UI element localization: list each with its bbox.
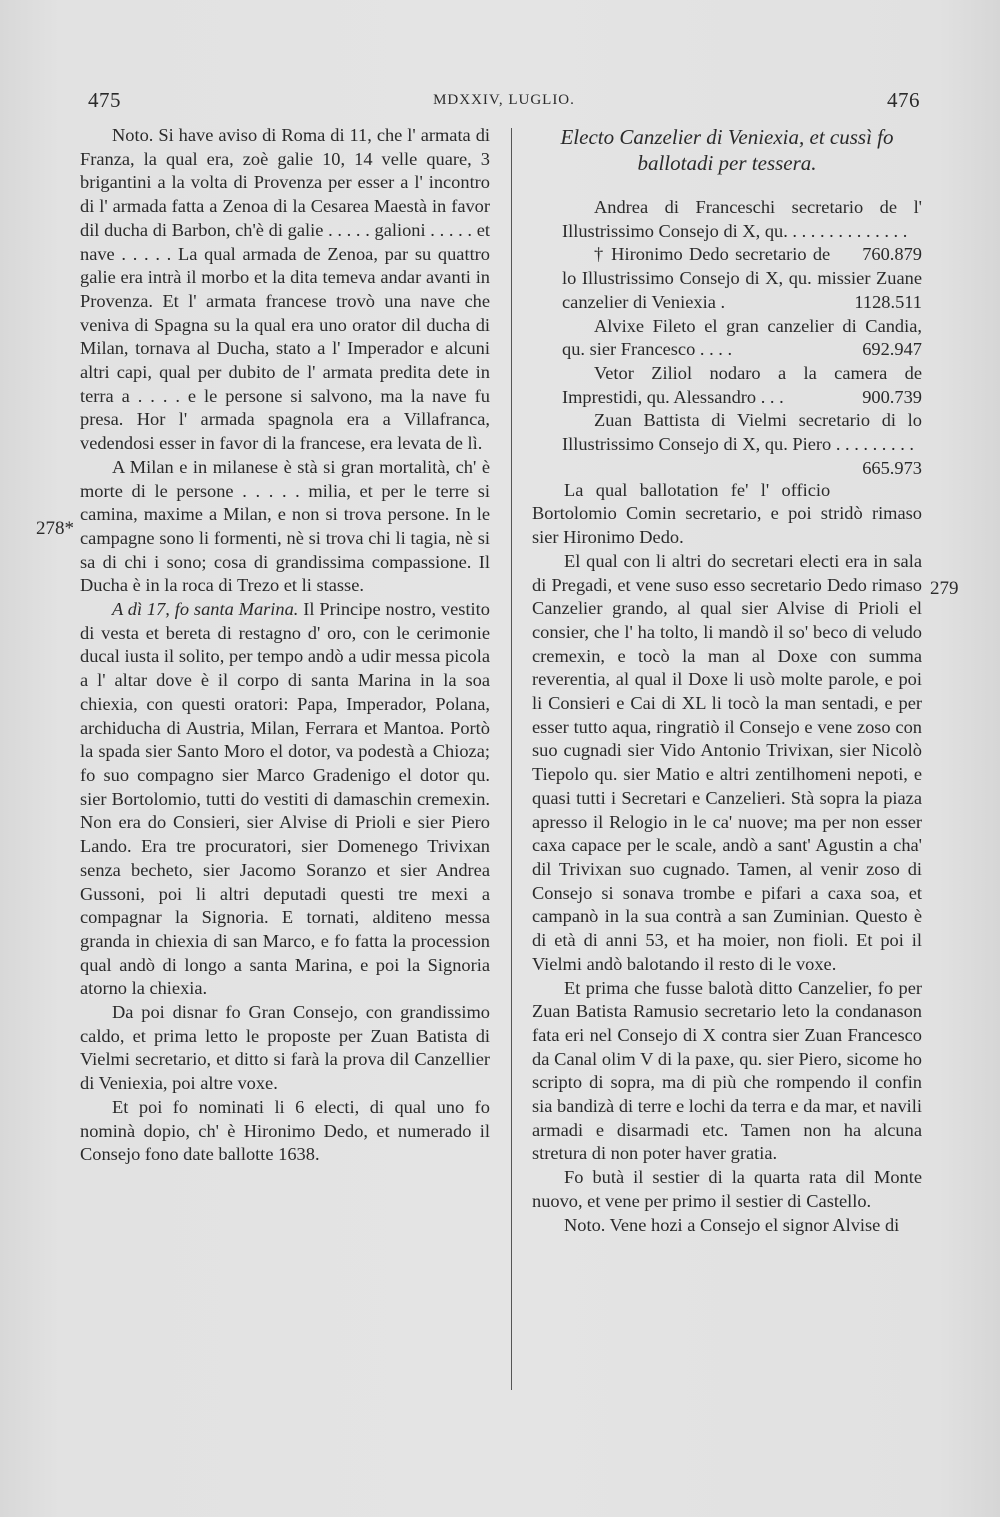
ballot-entry-text: Zuan Battista di Vielmi secretario di lo Illustrissimo Consejo di X, qu. Piero . . . . . . . . . bbox=[562, 410, 922, 455]
ballot-entry-value: 1128.511 bbox=[854, 291, 922, 312]
right-page-number: 476 bbox=[887, 88, 920, 112]
ballot-entry bbox=[532, 243, 922, 314]
ballot-entry bbox=[532, 409, 922, 478]
paragraph: Da poi disnar fo Gran Consejo, con grandissimo caldo, et prima letto le proposte per Zuan Batista di Vielmi secretario, et ditto si farà la prova dil Canzellier di Veniexia, poi altre voxe. bbox=[80, 1002, 490, 1094]
paragraph: A Milan e in milanese è stà si gran mortalità, ch' è morte di le persone . . . . . milia, et per le terre si camina, maxime a Milan, e non si trova persone. In le campagne sono li formenti, nè si trova chi li tagia, nè si sa di chi i sono; cosa di grandissima compassione. Il Ducha è in la roca di Trezo et li stasse. bbox=[80, 456, 490, 596]
left-column bbox=[80, 124, 490, 1167]
running-header bbox=[88, 88, 920, 118]
ballot-entry-value: 692.947 bbox=[862, 339, 922, 360]
ballot-entry bbox=[532, 196, 922, 265]
paragraph: Et poi fo nominati li 6 electi, di qual uno fo nominà dopio, ch' è Hironimo Dedo, et numerado il Consejo fono date ballotte 1638. bbox=[80, 1096, 490, 1165]
paragraph: La qual ballotation fe' l' officio Bortolomio Comin secretario, e poi stridò rimaso sier Hironimo Dedo. bbox=[532, 479, 922, 548]
ballot-entry bbox=[532, 362, 922, 409]
ballot-entry-text: Vetor Ziliol nodaro a la camera de Imprestidi, qu. Alessandro . . . bbox=[562, 362, 922, 407]
paragraph: El qual con li altri do secretari electi era in sala di Pregadi, et vene suso esso secretario Dedo rimaso Canzelier grando, al qual sier Alvise di Prioli el consier, che l' ha tolto, li mandò il so' beco di veludo cremexin, e tocò la man al Doxe con summa reverentia, al qual il Doxe li usò molte parole, e poi li Consieri e Cai di XL li tocò la man sentadi, e per esser tutto aqua, ringratiò il Consejo e vene zoso con suo cugnadi sier Vido Antonio Trivixan, sier Nicolò Tiepolo qu. sier Matio e altri zentilhomeni nepoti, e quasi tutti i Secretari e Canzelieri. Stà sopra la piaza apresso il Relogio in le ca' nuove; ma per non esser caxa capace per le scale, andò a sant' Agustin a cha' dil Trivixan suo cugnado. Tamen, al venir zoso di Consejo si sonava trombe e pifari a caxa soa, et campanò in la sua contrà a san Zuminian. Questo è di età di anni 53, et ha moier, non fioli. Et poi il Vielmi andò balotando il resto di le voxe. bbox=[532, 550, 922, 974]
paragraph-body: Il Principe nostro, vestito di vesta et bereta di restagno d' oro, con le cerimonie ducal iusta il solito, per tempo andò a udir messa picola a l' altar dove è il corpo di santa Marina in la soa chiexia, con questi oratori: Papa, Imperador, Polana, archiducha di Austria, Milan, Ferrara et Mantoa. Portò la spada sier Santo Moro el dotor, va podestà a Chioza; fo suo compagno sier Marco Gradenigo el dotor qu. sier Bortolomio, tutti do vestiti di damaschin cremexin. Non era do Consieri, sier Alvise di Prioli e sier Piero Lando. Era tre procuratori, sier Domenego Trivixan senza becheto, sier Jacomo Soranzo et sier Andrea Gussoni, poi li altri deputadi questi tre mexi a compagnar la Signoria. E tornati, alditeno messa granda in chiexia di san Marco, e fo fatta la procession qual andò di longo a santa Marina, e poi la Signoria atorno la chiexia. bbox=[80, 599, 490, 999]
column-divider bbox=[511, 128, 512, 1390]
right-column bbox=[532, 124, 922, 1237]
margin-number-right: 279 bbox=[930, 578, 959, 599]
ballot-entry-text: Alvixe Fileto el gran canzelier di Candia, qu. sier Francesco . . . . bbox=[562, 315, 922, 360]
paragraph: Fo butà il sestier di la quarta rata dil Monte nuovo, et vene per primo il sestier di Castello. bbox=[532, 1167, 922, 1211]
ballot-entry-text: † Hironimo Dedo secretario de lo Illustrissimo Consejo di X, qu. missier Zuane canzelier di Veniexia . bbox=[562, 244, 922, 312]
paragraph-with-lead bbox=[80, 598, 490, 1001]
margin-number-left: 278* bbox=[36, 518, 74, 539]
section-heading: Electo Canzelier di Veniexia, et cussì fo ballotadi per tessera. bbox=[560, 125, 894, 175]
ballot-entry-value: 665.973 bbox=[862, 457, 922, 478]
ballot-entry-value: 900.739 bbox=[862, 386, 922, 407]
paragraph: Noto. Vene hozi a Consejo el signor Alvise di bbox=[564, 1214, 900, 1235]
paragraph: Noto. Si have aviso di Roma di 11, che l' armata di Franza, la qual era, zoè galie 10, 14 velle quare, 3 brigantini a la volta di Provenza per esser a l' incontro di l' armada fatta a Zenoa di la Cesarea Maestà in favor dil ducha di Barbon, ch'è di galie . . . . . galioni . . . . . et nave . . . . . La qual armada de Zenoa, par su quattro galie era intrà il morbo et la dita temeva andar avanti in Provenza. Et l' armata francese trovò una nave che veniva di Spagna su la qual era uno orator dil ducha di Milan, tornava al Ducha, stato a l' Imperador e alcuni altri capi, qual per dubito de l' armata predita dete in terra a . . . . e le persone si salvono, ma la nave fu presa. Hor l' armada spagnola era a Villafranca, vedendosi esser in favor di la francese, era levata de lì. bbox=[80, 125, 490, 454]
paragraph: Et prima che fusse balotà ditto Canzelier, fo per Zuan Batista Ramusio secretario leto la condanason fata eri nel Consejo di X contra sier Zuan Francesco da Canal olim V di la paxe, qu. sier Piero, sicome ho scripto di sopra, ma di più che rompendo il confin sia bandizà di terre e lochi da terra e da mar, et navili armadi e disarmadi etc. Tamen non ha alcuna stretura di non poter haver gratia. bbox=[532, 977, 922, 1164]
ballot-entry-value: 760.879 bbox=[862, 244, 922, 265]
ballot-entry bbox=[532, 315, 922, 362]
running-title: MDXXIV, LUGLIO. bbox=[433, 92, 575, 108]
date-lead: A dì 17, fo santa Marina. bbox=[112, 599, 299, 620]
ballot-entry-text: Andrea di Franceschi secretario de l' Illustrissimo Consejo di X, qu. . . . . . . . . . . . . . bbox=[562, 197, 922, 241]
left-page-number: 475 bbox=[88, 88, 121, 112]
